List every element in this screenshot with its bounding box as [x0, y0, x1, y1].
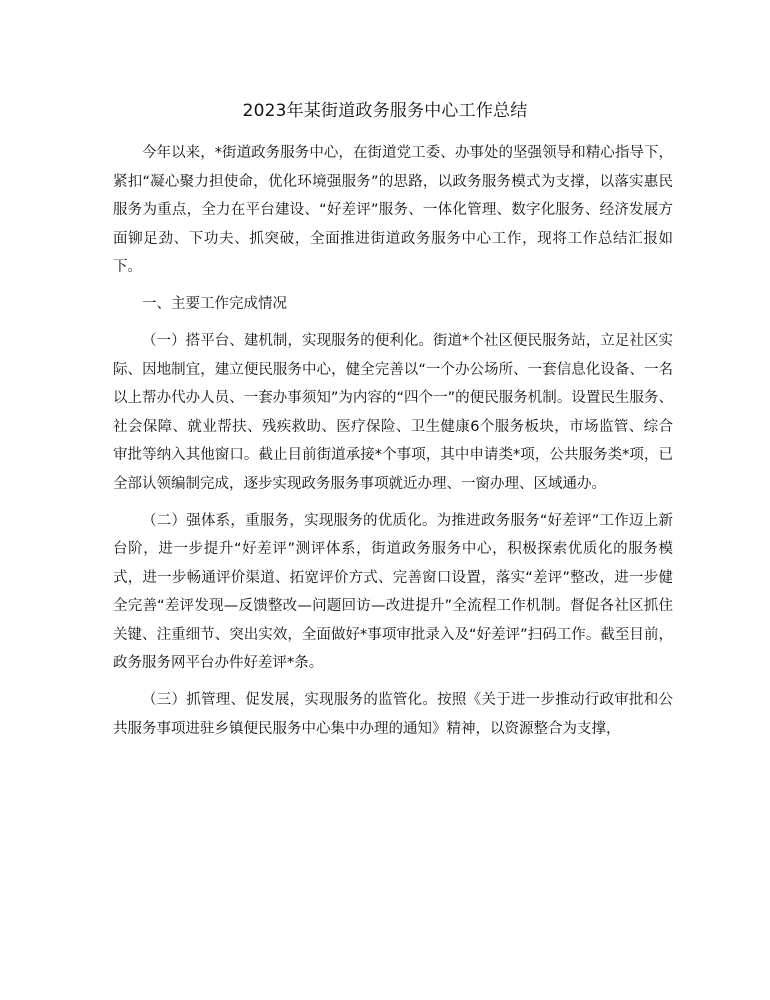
intro-paragraph: 今年以来，*街道政务服务中心，在街道党工委、办事处的坚强领导和精心指导下，紧扣“凝心聚力担使命，优化环境强服务”的思路，以政务服务模式为支撑，以落实惠民服务为重点，全力在平台建设、“好差评”服务、一体化管理、数字化服务、经济发展方面铆足劲、下功夫、抓突破，全面推进街道政务服务中心工作，现将工作总结汇报如下。	[113, 145, 673, 275]
section-heading: 一、主要工作完成情况	[142, 296, 287, 312]
document-title: 2023年某街道政务服务中心工作总结	[242, 101, 528, 121]
paragraph-service-quality: （二）强体系，重服务，实现服务的优质化。为推进政务服务“好差评”工作迈上新台阶，进一步提升“好差评”测评体系，街道政务服务中心，积极探索优质化的服务模式，进一步畅通评价渠道、拓宽评价方式、完善窗口设置，落实“差评”整改，进一步健全完善“差评发现—反馈整改—问题回访—改进提升”全流程工作机制。督促各社区抓住关键、注重细节、突出实效，全面做好*事项审批录入及“好差评”扫码工作。截至目前，政务服务网平台办件好差评*条。	[113, 512, 673, 671]
paragraph-platform: （一）搭平台、建机制，实现服务的便利化。街道*个社区便民服务站，立足社区实际、因地制宜，建立便民服务中心，健全完善以“一个办公场所、一套信息化设备、一名以上帮办代办人员、一套办事须知”为内容的“四个一”的便民服务机制。设置民生服务、社会保障、就业帮扶、残疾救助、医疗保险、卫生健康6个服务板块，市场监管、综合审批等纳入其他窗口。截止目前街道承接*个事项，其中申请类*项，公共服务类*项，已全部认领编制完成，逐步实现政务服务事项就近办理、一窗办理、区域通办。	[113, 333, 673, 492]
document-body	[113, 139, 673, 752]
paragraph-management: （三）抓管理、促发展，实现服务的监管化。按照《关于进一步推动行政审批和公共服务事项进驻乡镇便民服务中心集中办理的通知》精神，以资源整合为支撑，	[113, 692, 673, 737]
